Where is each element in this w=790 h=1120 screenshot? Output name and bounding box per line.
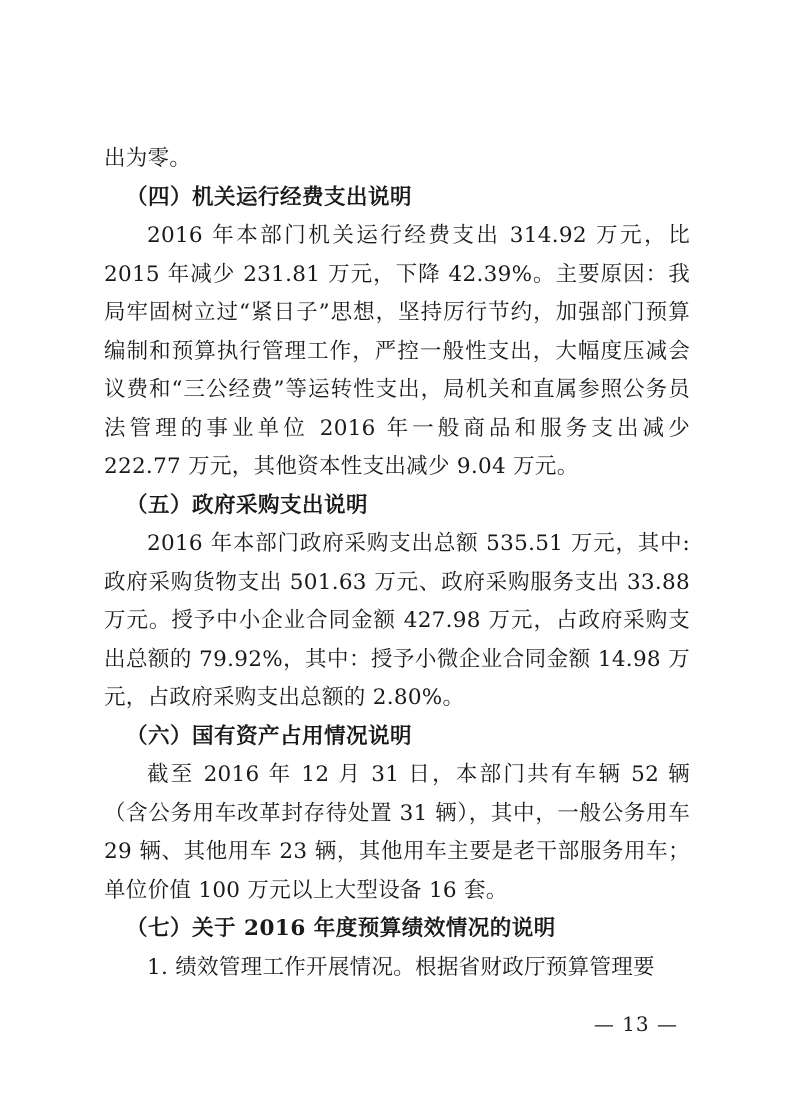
paragraph-performance: 1. 绩效管理工作开展情况。根据省财政厅预算管理要 [147, 954, 655, 980]
section-heading-7: （七）关于 2016 年度预算绩效情况的说明 [126, 916, 556, 941]
page-number: — 13 — [593, 1012, 678, 1036]
paragraph-continuation: 出为零。 [104, 146, 192, 171]
section-heading-4: （四）机关运行经费支出说明 [126, 184, 413, 210]
paragraph-operating-expenses: 2016 年本部门机关运行经费支出 314.92 万元，比 2015 年减少 231.81 万元，下降 42.39%。主要原因：我局牢固树立过“紧日子”思想，坚持厉行节约，加强部门预算编制和预算执行管理工作，严控一般性支出，大幅度压减会议费和“三公经费”等运转性支出，局机关和直属参照公务员法管理的事业单位 2016 年一般商品和服务支出减少 222.77 万元，其他资本性支出减少 9.04 万元。 [104, 223, 690, 479]
section-heading-5: （五）政府采购支出说明 [126, 492, 369, 518]
paragraph-procurement: 2016 年本部门政府采购支出总额 535.51 万元，其中:政府采购货物支出 501.63 万元、政府采购服务支出 33.88 万元。授予中小企业合同金额 427.98 万元，占政府采购支出总额的 79.92%，其中：授予小微企业合同金额 14.98 万元，占政府采购支出总额的 2.80%。 [104, 531, 690, 710]
document-body [104, 140, 690, 987]
section-heading-6: （六）国有资产占用情况说明 [126, 723, 413, 749]
paragraph-state-assets: 截至 2016 年 12 月 31 日，本部门共有车辆 52 辆（含公务用车改革封存待处置 31 辆），其中，一般公务用车 29 辆、其他用车 23 辆，其他用车主要是老干部服务用车；单位价值 100 万元以上大型设备 16 套。 [104, 762, 690, 903]
